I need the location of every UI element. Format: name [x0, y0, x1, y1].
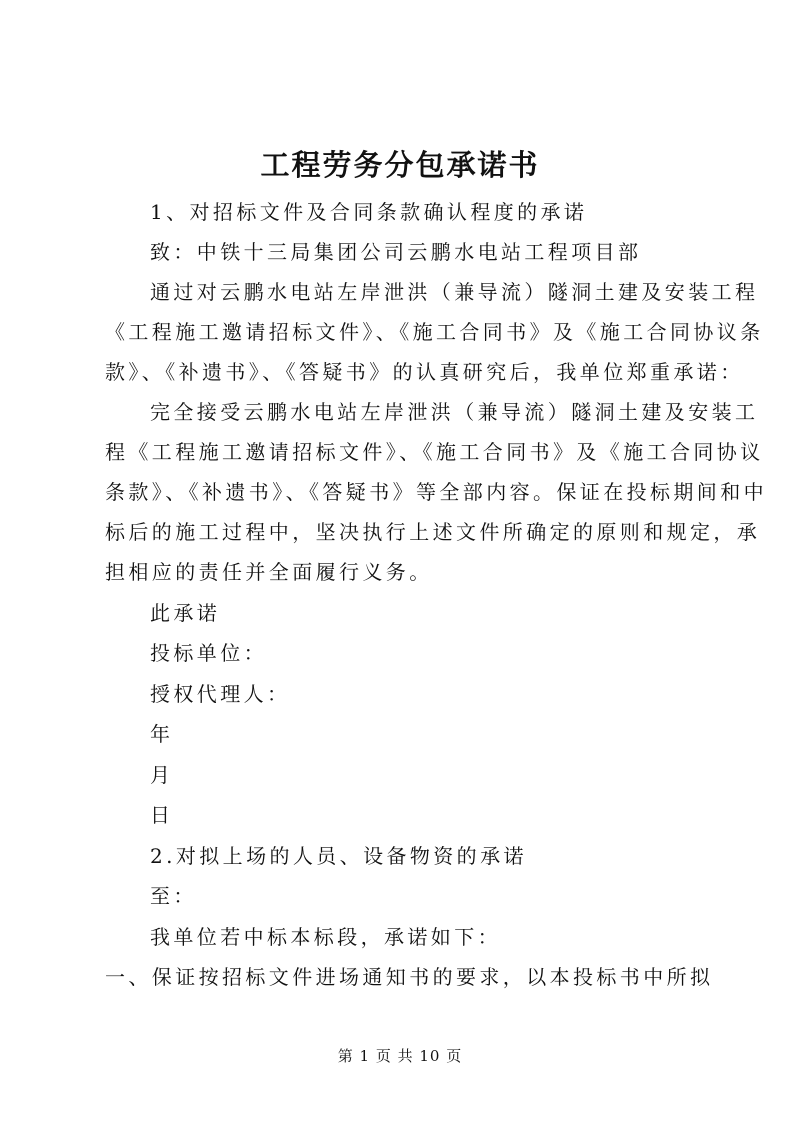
date-day-label: 日	[150, 803, 174, 827]
section-2-heading: 2.对拟上场的人员、设备物资的承诺	[150, 844, 527, 868]
addressee-line: 致：中铁十三局集团公司云鹏水电站工程项目部	[150, 240, 642, 264]
paragraph-2-line-2: 程《工程施工邀请招标文件》、《施工合同书》及《施工合同协议	[105, 440, 764, 464]
document-title: 工程劳务分包承诺书	[260, 148, 540, 182]
section-2-intro: 我单位若中标本标段，承诺如下：	[150, 925, 501, 949]
paragraph-2-line-3: 条款》、《补遗书》、《答疑书》等全部内容。保证在投标期间和中	[105, 480, 767, 504]
section-1-heading: 1、对招标文件及合同条款确认程度的承诺	[150, 200, 588, 224]
paragraph-2-line-4: 标后的施工过程中，坚决执行上述文件所确定的原则和规定，承	[105, 520, 761, 544]
closing-line: 此承诺	[150, 601, 221, 625]
bidder-label: 投标单位：	[150, 641, 267, 665]
section-2-item-1: 一、保证按招标文件进场通知书的要求，以本投标书中所拟	[105, 965, 714, 989]
paragraph-1-line-2: 《工程施工邀请招标文件》、《施工合同书》及《施工合同协议条	[105, 320, 764, 344]
paragraph-1-line-3: 款》、《补遗书》、《答疑书》的认真研究后，我单位郑重承诺：	[105, 360, 744, 384]
paragraph-2-line-5: 担相应的责任并全面履行义务。	[105, 560, 433, 584]
paragraph-2-line-1: 完全接受云鹏水电站左岸泄洪（兼导流）隧洞土建及安装工	[150, 400, 759, 424]
date-year-label: 年	[150, 722, 174, 746]
section-2-addressee: 至：	[150, 884, 197, 908]
paragraph-1-line-1: 通过对云鹏水电站左岸泄洪（兼导流）隧洞土建及安装工程	[150, 280, 759, 304]
date-month-label: 月	[150, 763, 174, 787]
agent-label: 授权代理人：	[150, 682, 291, 706]
page-number-footer: 第 1 页 共 10 页	[337, 1047, 463, 1065]
